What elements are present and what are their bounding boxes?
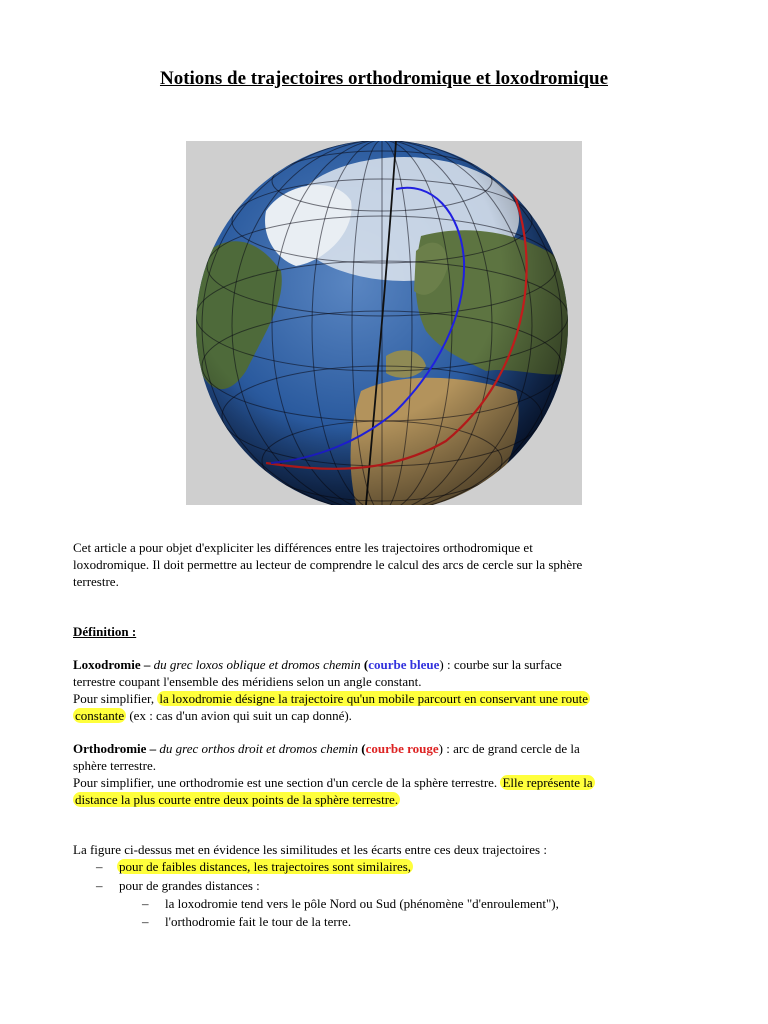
loxo-dash: – bbox=[140, 657, 154, 672]
ortho-line-4 bbox=[73, 791, 400, 808]
loxo-line-4 bbox=[73, 707, 352, 724]
loxo-simplify-prefix: Pour simplifier, bbox=[73, 691, 158, 706]
sub-bullet-dash-1: – bbox=[142, 896, 149, 911]
sub-bullet-dash-2: – bbox=[142, 914, 149, 929]
intro-line-1: Cet article a pour objet d'expliciter les différences entre les trajectoires orthodromique et bbox=[73, 540, 533, 555]
ortho-dash: – bbox=[146, 741, 160, 756]
blue-curve-label: courbe bleue bbox=[368, 657, 440, 672]
ortho-line-1 bbox=[73, 740, 580, 757]
loxo-highlight-2: constante bbox=[75, 708, 125, 723]
figure-description: La figure ci-dessus met en évidence les similitudes et les écarts entre ces deux trajectoires : bbox=[73, 842, 547, 857]
bullet-1-highlight: pour de faibles distances, les trajectoires sont similaires, bbox=[119, 859, 412, 874]
ortho-line-3 bbox=[73, 774, 595, 791]
definition-heading: Définition : bbox=[73, 624, 137, 639]
bullet-1 bbox=[117, 858, 413, 875]
intro-line-3: terrestre. bbox=[73, 574, 119, 589]
ortho-simplify-prefix: Pour simplifier, une orthodromie est une section d'un cercle de la sphère terrestre. bbox=[73, 775, 501, 790]
loxo-line-2: terrestre coupant l'ensemble des méridiens selon un angle constant. bbox=[73, 674, 422, 689]
ortho-term: Orthodromie bbox=[73, 741, 147, 756]
loxo-example: (ex : cas d'un avion qui suit un cap donné). bbox=[126, 708, 352, 723]
sub-bullet-2: l'orthodromie fait le tour de la terre. bbox=[165, 914, 352, 929]
intro-line-2: loxodromique. Il doit permettre au lecteur de comprendre le calcul des arcs de cercle sur la sphère bbox=[73, 557, 583, 572]
bullet-2: pour de grandes distances : bbox=[119, 878, 260, 893]
bullet-dash-2: – bbox=[96, 878, 103, 893]
document-title: Notions de trajectoires orthodromique et loxodromique bbox=[159, 68, 609, 89]
ortho-line-2: sphère terrestre. bbox=[73, 758, 157, 773]
ortho-etymology: du grec orthos droit et dromos chemin bbox=[159, 741, 359, 756]
loxo-term: Loxodromie bbox=[73, 657, 141, 672]
globe-illustration bbox=[186, 141, 582, 505]
loxo-line-3 bbox=[73, 690, 590, 707]
loxo-paren: ( bbox=[360, 657, 369, 672]
loxo-after-curve: ) : courbe sur la surface bbox=[439, 657, 562, 672]
ortho-highlight-1: Elle représente la bbox=[502, 775, 593, 790]
loxo-etymology: du grec loxos oblique et dromos chemin bbox=[153, 657, 361, 672]
red-curve-label: courbe rouge bbox=[365, 741, 439, 756]
loxo-line-1 bbox=[73, 656, 562, 673]
loxo-highlight-1: la loxodromie désigne la trajectoire qu'un mobile parcourt en conservant une route bbox=[159, 691, 589, 706]
ortho-paren: ( bbox=[358, 741, 366, 756]
ortho-after-curve: ) : arc de grand cercle de la bbox=[438, 741, 580, 756]
ortho-highlight-2: distance la plus courte entre deux points de la sphère terrestre. bbox=[75, 792, 399, 807]
sub-bullet-1: la loxodromie tend vers le pôle Nord ou Sud (phénomène "d'enroulement"), bbox=[165, 896, 559, 911]
bullet-dash-1: – bbox=[96, 859, 103, 874]
globe-figure bbox=[186, 141, 582, 505]
